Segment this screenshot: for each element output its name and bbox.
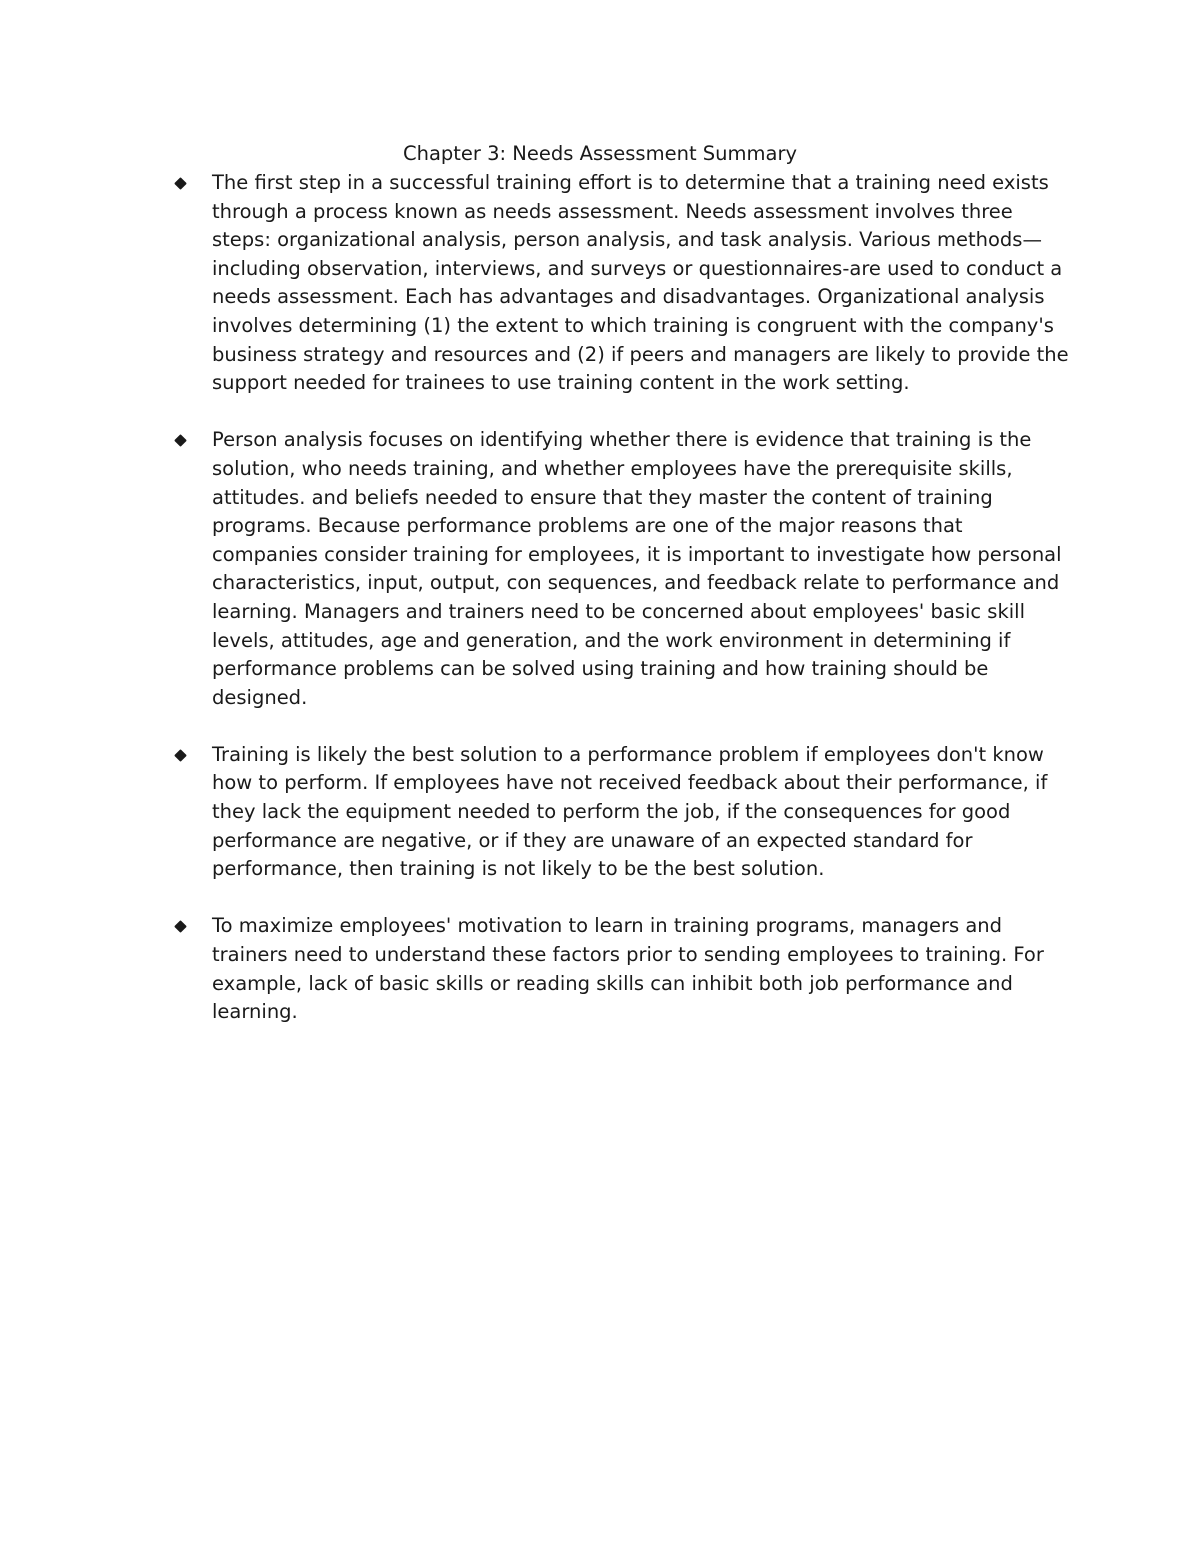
diamond-bullet-icon [174, 177, 187, 190]
bullet-text: Training is likely the best solution to a performance problem if employees don't know how to perform. If employees have not received feedback about their performance, if they lack the equipment needed to perform the job, if the consequences for good performance are negative, or if they are unaware of an expected standard for performance, then training is not likely to be the best solution. [212, 742, 1048, 881]
bullet-text: To maximize employees' motivation to learn in training programs, managers and trainers need to understand these factors prior to sending employees to training. For example, lack of basic skills or reading skills can inhibit both job performance and learning. [212, 914, 1044, 1024]
diamond-bullet-icon [174, 434, 187, 447]
bullet-text: The first step in a successful training effort is to determine that a training need exists through a process known as needs assessment. Needs assessment involves three steps: organizational analysis, person analysis, and task analysis. Various methods—including observation, interviews, and surveys or questionnaires-are used to conduct a needs assessment. Each has advantages and disadvantages. Organizational analysis involves determining (1) the extent to which training is congruent with the company's business strategy and resources and (2) if peers and managers are likely to provide the support needed for trainees to use training content in the work setting. [212, 171, 1069, 395]
page-title: Chapter 3: Needs Assessment Summary [402, 142, 798, 165]
diamond-bullet-icon [174, 921, 187, 934]
list-item [212, 426, 1072, 712]
list-item [212, 741, 1072, 884]
bullet-list [212, 169, 1072, 1027]
list-item [212, 912, 1072, 1026]
list-item [212, 169, 1072, 398]
bullet-text: Person analysis focuses on identifying whether there is evidence that training is the solution, who needs training, and whether employees have the prerequisite skills, attitudes. and beliefs needed to ensure that they master the content of training programs. Because performance problems are one of the major reasons that companies consider training for employees, it is important to investigate how personal characteristics, input, output, con sequences, and feedback relate to performance and learning. Managers and trainers need to be concerned about employees' basic skill levels, attitudes, age and generation, and the work environment in determining if performance problems can be solved using training and how training should be designed. [212, 428, 1062, 709]
diamond-bullet-icon [174, 749, 187, 762]
